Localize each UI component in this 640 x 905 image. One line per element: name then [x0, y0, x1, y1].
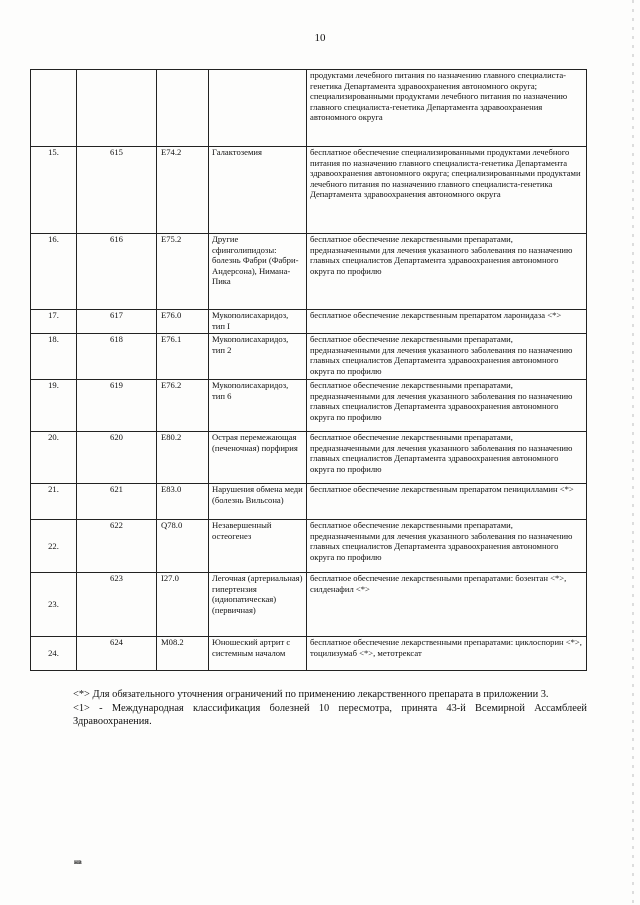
row-code: 615 — [77, 147, 157, 234]
provision-text: бесплатное обеспечение лекарственным препаратом ларонидаза <*> — [307, 310, 587, 334]
footnote-drug-restrictions: <*> Для обязательного уточнения ограничений по применению лекарственного препарата в приложении 3. — [73, 689, 549, 700]
icd-code: E76.1 — [157, 334, 209, 380]
table-row — [31, 380, 587, 432]
icd-code: E83.0 — [157, 484, 209, 520]
provision-text: бесплатное обеспечение специализированными продуктами лечебного питания по назначению главного специалиста-генетика Департамента здравоохранения автономного округа; специализированными продуктами лечебного питания по назначению главного специалиста-генетика Департамента здравоохранения автономного округа — [307, 147, 587, 234]
disease-name: Мукополисахаридоз, тип 2 — [209, 334, 307, 380]
provision-text: бесплатное обеспечение лекарственными препаратами: бозентан <*>, силденафил <*> — [307, 573, 587, 637]
provision-text: бесплатное обеспечение лекарственными препаратами, предназначенными для лечения указанного заболевания по назначению главных специалистов Департамента здравоохранения автономного округа по профилю — [307, 234, 587, 310]
icd-code: E76.0 — [157, 310, 209, 334]
table-row — [31, 310, 587, 334]
table-row — [31, 70, 587, 147]
disease-name — [209, 70, 307, 147]
row-code: 621 — [77, 484, 157, 520]
row-number: 16. — [31, 234, 77, 310]
table-row — [31, 520, 587, 573]
row-number: 15. — [31, 147, 77, 234]
disease-name: Мукополисахаридоз, тип I — [209, 310, 307, 334]
provision-text: бесплатное обеспечение лекарственными препаратами: циклоспорин <*>, тоцилизумаб <*>, метотрексат — [307, 637, 587, 671]
disease-name: Мукополисахаридоз, тип 6 — [209, 380, 307, 432]
table-row — [31, 234, 587, 310]
icd-code: Q78.0 — [157, 520, 209, 573]
row-number: 20. — [31, 432, 77, 484]
row-number: 19. — [31, 380, 77, 432]
footnote-icd-10: <1> - Международная классификация болезней 10 пересмотра, принята 43-й Всемирной Ассамблеей Здравоохранения. — [73, 702, 587, 728]
icd-code: M08.2 — [157, 637, 209, 671]
disease-name: Галактоземия — [209, 147, 307, 234]
table-row — [31, 432, 587, 484]
footnotes — [73, 688, 587, 729]
row-code: 623 — [77, 573, 157, 637]
icd-code: E80.2 — [157, 432, 209, 484]
table-row — [31, 334, 587, 380]
provision-text: бесплатное обеспечение лекарственными препаратами, предназначенными для лечения указанного заболевания по назначению главных специалистов Департамента здравоохранения автономного округа по профилю — [307, 380, 587, 432]
disease-name: Другие сфинголипидозы: болезнь Фабри (Фабри-Андерсона), Нимана-Пика — [209, 234, 307, 310]
page-number: 10 — [314, 32, 326, 44]
table-row — [31, 484, 587, 520]
disease-name: Острая перемежающая (печеночная) порфирия — [209, 432, 307, 484]
row-number: 24. — [31, 637, 77, 671]
footer-initials: нв — [74, 858, 82, 866]
row-code: 619 — [77, 380, 157, 432]
scan-edge-artifact — [632, 0, 634, 905]
table-row — [31, 637, 587, 671]
disease-table — [30, 69, 587, 671]
provision-text: бесплатное обеспечение лекарственным препаратом пеницилламин <*> — [307, 484, 587, 520]
row-code: 622 — [77, 520, 157, 573]
provision-text: продуктами лечебного питания по назначению главного специалиста-генетика Департамента здравоохранения автономного округа; специализированными продуктами лечебного питания по назначению главного специалиста-генетика Департамента здравоохранения автономного округа — [307, 70, 587, 147]
row-code — [77, 70, 157, 147]
row-number — [31, 70, 77, 147]
row-code: 617 — [77, 310, 157, 334]
provision-text: бесплатное обеспечение лекарственными препаратами, предназначенными для лечения указанного заболевания по назначению главных специалистов Департамента здравоохранения автономного округа по профилю — [307, 520, 587, 573]
icd-code — [157, 70, 209, 147]
row-number: 22. — [31, 520, 77, 573]
disease-name: Легочная (артериальная) гипертензия (идиопатическая) (первичная) — [209, 573, 307, 637]
icd-code: I27.0 — [157, 573, 209, 637]
table-row — [31, 147, 587, 234]
row-number: 21. — [31, 484, 77, 520]
row-code: 616 — [77, 234, 157, 310]
row-number: 17. — [31, 310, 77, 334]
disease-name: Юношеский артрит с системным началом — [209, 637, 307, 671]
row-code: 620 — [77, 432, 157, 484]
row-code: 618 — [77, 334, 157, 380]
icd-code: E74.2 — [157, 147, 209, 234]
row-number: 23. — [31, 573, 77, 637]
row-number: 18. — [31, 334, 77, 380]
icd-code: E75.2 — [157, 234, 209, 310]
disease-name: Незавершенный остеогенез — [209, 520, 307, 573]
provision-text: бесплатное обеспечение лекарственными препаратами, предназначенными для лечения указанного заболевания по назначению главных специалистов Департамента здравоохранения автономного округа по профилю — [307, 334, 587, 380]
provision-text: бесплатное обеспечение лекарственными препаратами, предназначенными для лечения указанного заболевания по назначению главных специалистов Департамента здравоохранения автономного округа по профилю — [307, 432, 587, 484]
row-code: 624 — [77, 637, 157, 671]
table-row — [31, 573, 587, 637]
disease-name: Нарушения обмена меди (болезнь Вильсона) — [209, 484, 307, 520]
icd-code: E76.2 — [157, 380, 209, 432]
